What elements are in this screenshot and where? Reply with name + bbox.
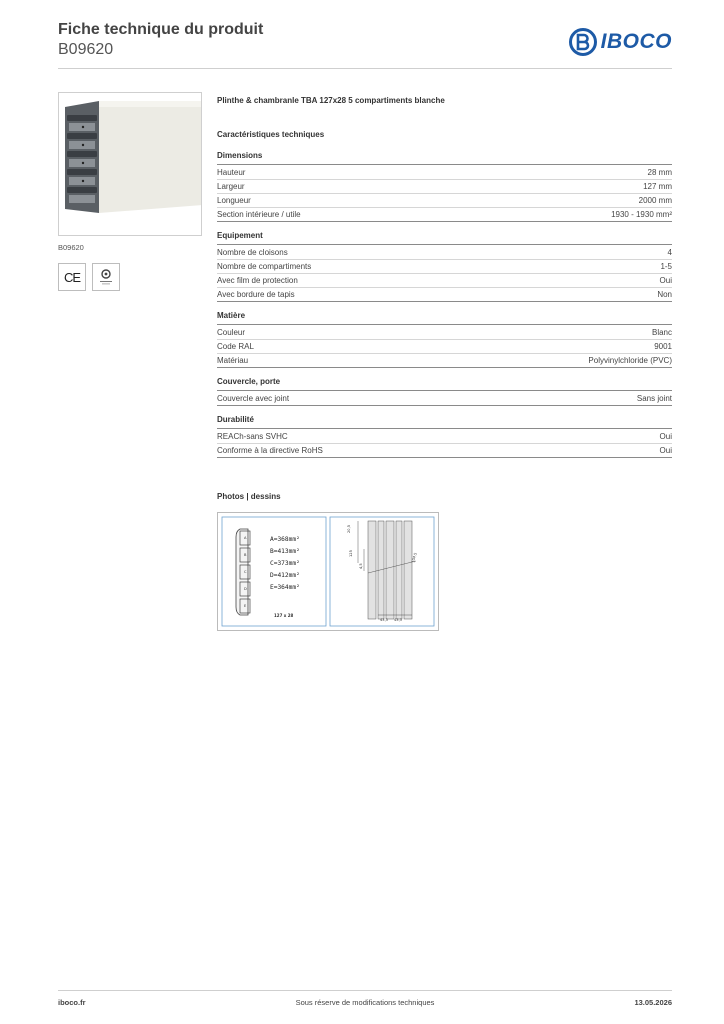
certification-badges xyxy=(58,263,120,291)
footer-date: 13.05.2026 xyxy=(634,998,672,1007)
spec-row xyxy=(217,274,672,288)
section-title: Equipement xyxy=(217,231,672,245)
spec-value: 9001 xyxy=(654,342,672,351)
area-d-label: D=412mm² xyxy=(270,572,300,579)
spec-label: Matériau xyxy=(217,356,249,365)
footer-website-link[interactable]: iboco.fr xyxy=(58,998,86,1007)
page-title: Fiche technique du produit xyxy=(58,21,264,38)
spec-value: Oui xyxy=(659,432,672,441)
footer-divider xyxy=(58,990,672,991)
spec-row xyxy=(217,166,672,180)
dim-diag-label: 104,5 xyxy=(411,552,418,564)
spec-label: Nombre de compartiments xyxy=(217,262,312,271)
spec-row xyxy=(217,430,672,444)
svg-text:C: C xyxy=(244,570,247,574)
dim-small-label: 4,5 xyxy=(359,563,363,569)
footer-notice: Sous réserve de modifications techniques xyxy=(295,998,435,1007)
spec-label: Conforme à la directive RoHS xyxy=(217,446,323,455)
spec-row xyxy=(217,354,672,368)
ce-mark-icon: CE xyxy=(58,263,86,291)
iboco-logo-icon xyxy=(569,28,597,56)
spec-row xyxy=(217,340,672,354)
spec-label: Couvercle avec joint xyxy=(217,394,290,403)
section-title: Couvercle, porte xyxy=(217,377,672,391)
spec-label: Couleur xyxy=(217,328,246,337)
spec-value: Oui xyxy=(659,276,672,285)
spec-value: 2000 mm xyxy=(638,196,672,205)
product-image xyxy=(58,92,202,236)
photos-title: Photos | dessins xyxy=(217,492,281,501)
svg-text:A: A xyxy=(244,536,247,540)
spec-value: Non xyxy=(657,290,672,299)
spec-value: 127 mm xyxy=(643,182,672,191)
svg-text:B: B xyxy=(244,553,247,557)
spec-label: Code RAL xyxy=(217,342,254,351)
spec-row xyxy=(217,194,672,208)
spec-value: 1930 - 1930 mm² xyxy=(611,210,672,219)
page-header xyxy=(58,20,263,60)
spec-label: Avec bordure de tapis xyxy=(217,290,295,299)
spec-value: 28 mm xyxy=(647,168,672,177)
spec-row xyxy=(217,246,672,260)
spec-value: Blanc xyxy=(651,328,672,337)
spec-label: Section intérieure / utile xyxy=(217,210,301,219)
spec-row xyxy=(217,208,672,222)
section-title: Durabilité xyxy=(217,415,672,429)
dim-bottom-left-label: 43,5 xyxy=(380,618,389,622)
spec-label: Largeur xyxy=(217,182,245,191)
dim-height-label: 125 xyxy=(349,550,353,557)
area-b-label: B=413mm² xyxy=(270,548,300,555)
spec-sections xyxy=(217,151,672,458)
svg-text:D: D xyxy=(244,587,247,591)
iboco-logo xyxy=(569,28,672,56)
spec-row xyxy=(217,260,672,274)
technical-sheet xyxy=(217,96,672,458)
spec-section xyxy=(217,151,672,222)
spec-label: Nombre de cloisons xyxy=(217,248,288,257)
spec-value: Oui xyxy=(659,446,672,455)
spec-label: REACh-sans SVHC xyxy=(217,432,288,441)
spec-row xyxy=(217,180,672,194)
spec-value: Sans joint xyxy=(636,394,672,403)
spec-row xyxy=(217,392,672,406)
area-a-label: A=368mm² xyxy=(270,536,300,543)
spec-value: Polyvinylchloride (PVC) xyxy=(588,356,672,365)
technical-drawing xyxy=(217,512,439,631)
spec-value: 1-5 xyxy=(660,262,672,271)
spec-section xyxy=(217,377,672,406)
spec-section xyxy=(217,415,672,458)
header-divider xyxy=(58,68,672,69)
spec-label: Hauteur xyxy=(217,168,246,177)
section-title: Dimensions xyxy=(217,151,672,165)
product-reference: B09620 xyxy=(58,41,114,58)
spec-label: Avec film de protection xyxy=(217,276,298,285)
size-label: 127 x 28 xyxy=(274,613,294,618)
spec-label: Longueur xyxy=(217,196,251,205)
area-c-label: C=373mm² xyxy=(270,560,300,567)
logo-text: IBOCO xyxy=(600,30,672,53)
spec-section xyxy=(217,231,672,302)
image-reference: B09620 xyxy=(58,243,84,252)
spec-value: 4 xyxy=(667,248,672,257)
area-e-label: E=364mm² xyxy=(270,584,300,591)
dim-top-label: 20,5 xyxy=(347,524,351,533)
svg-text:E: E xyxy=(244,604,247,608)
characteristics-title: Caractéristiques techniques xyxy=(217,130,325,139)
product-name: Plinthe & chambranle TBA 127x28 5 compartiments blanche xyxy=(217,96,445,105)
spec-section xyxy=(217,311,672,368)
dim-bottom-right-label: 43,5 xyxy=(394,618,403,622)
section-title: Matière xyxy=(217,311,672,325)
spec-row xyxy=(217,326,672,340)
spec-row xyxy=(217,288,672,302)
certification-mark-icon xyxy=(92,263,120,291)
spec-row xyxy=(217,444,672,458)
